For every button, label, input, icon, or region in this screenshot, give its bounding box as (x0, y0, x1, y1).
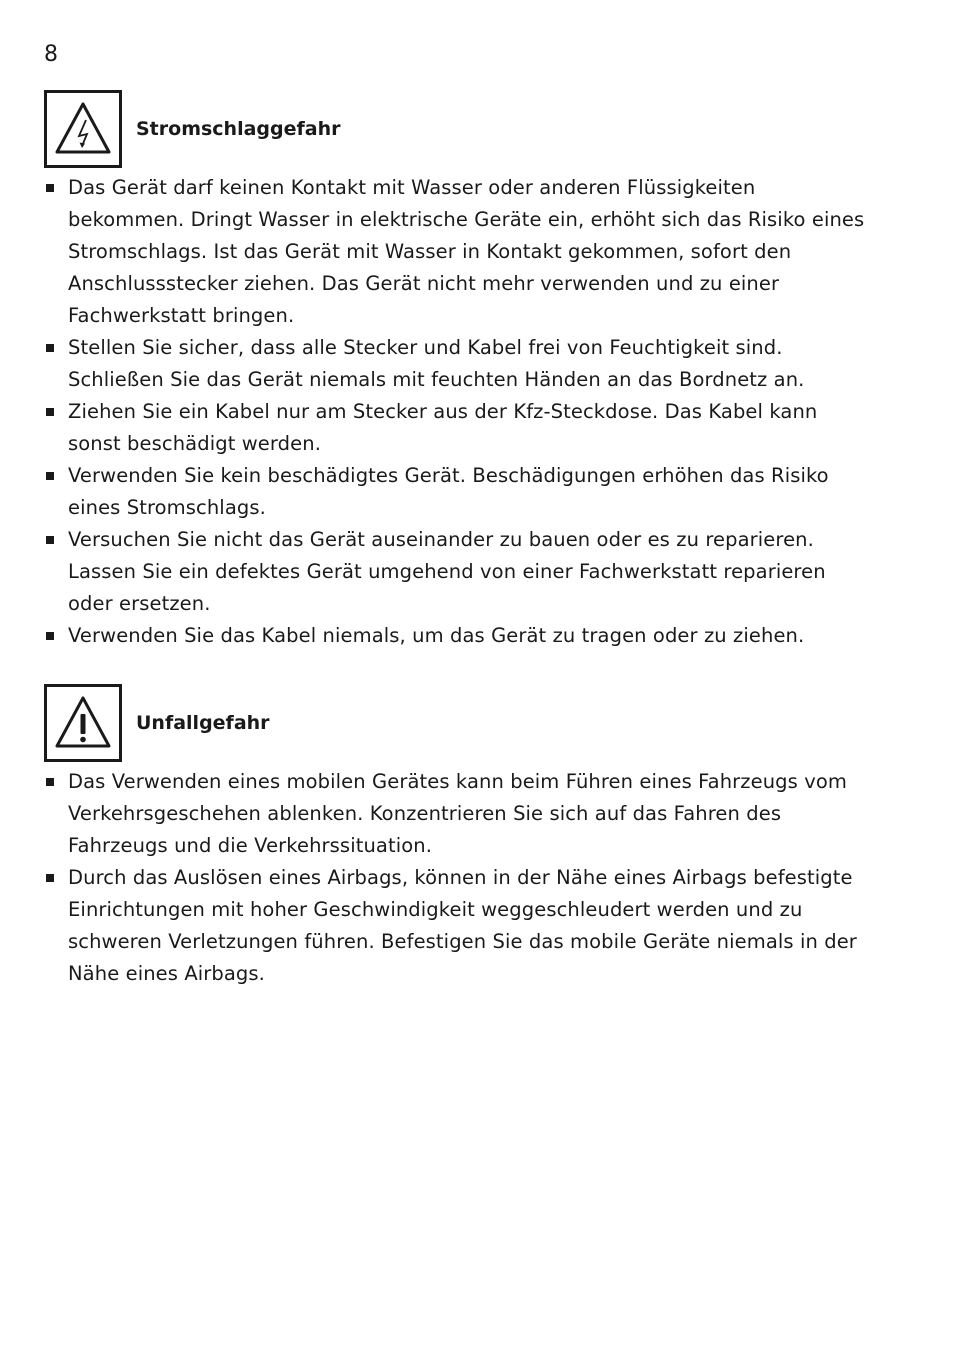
square-bullet-icon (46, 632, 54, 640)
section-accident (44, 684, 874, 990)
section-title: Stromschlaggefahr (136, 118, 341, 140)
warning-list (44, 172, 874, 652)
square-bullet-icon (46, 472, 54, 480)
list-item (44, 862, 874, 990)
list-item-text: Ziehen Sie ein Kabel nur am Stecker aus der Kfz-Steckdose. Das Kabel kann sonst beschädigt werden. (68, 400, 818, 455)
list-item-text: Das Verwenden eines mobilen Gerätes kann beim Führen eines Fahrzeugs vom Verkehrsgeschehen ablenken. Konzentrieren Sie sich auf das Fahren des Fahrzeugs und die Verkehrssituation. (68, 770, 847, 857)
section-electric-shock (44, 90, 874, 652)
section-header (44, 90, 874, 166)
section-title: Unfallgefahr (136, 712, 270, 734)
square-bullet-icon (46, 344, 54, 352)
list-item-text: Verwenden Sie kein beschädigtes Gerät. Beschädigungen erhöhen das Risiko eines Stromschlags. (68, 464, 829, 519)
list-item-text: Stellen Sie sicher, dass alle Stecker und Kabel frei von Feuchtigkeit sind. Schließen Sie das Gerät niemals mit feuchten Händen an das Bordnetz an. (68, 336, 805, 391)
list-item (44, 620, 874, 652)
list-item-text: Versuchen Sie nicht das Gerät auseinander zu bauen oder es zu reparieren. Lassen Sie ein defektes Gerät umgehend von einer Fachwerkstatt reparieren oder ersetzen. (68, 528, 826, 615)
list-item-text: Durch das Auslösen eines Airbags, können in der Nähe eines Airbags befestigte Einrichtungen mit hoher Geschwindigkeit weggeschleudert werden und zu schweren Verletzungen führen. Befestigen Sie das mobile Geräte niemals in der Nähe eines Airbags. (68, 866, 857, 985)
warning-list (44, 766, 874, 990)
square-bullet-icon (46, 408, 54, 416)
square-bullet-icon (46, 874, 54, 882)
list-item-text: Verwenden Sie das Kabel niemals, um das Gerät zu tragen oder zu ziehen. (68, 624, 805, 647)
list-item (44, 172, 874, 332)
section-header (44, 684, 874, 760)
list-item-text: Das Gerät darf keinen Kontakt mit Wasser oder anderen Flüssigkeiten bekommen. Dringt Wasser in elektrische Geräte ein, erhöht sich das Risiko eines Stromschlags. Ist das Gerät mit Wasser in Kontakt gekommen, sofort den Anschlussstecker ziehen. Das Gerät nicht mehr verwenden und zu einer Fachwerkstatt bringen. (68, 176, 865, 327)
list-item (44, 332, 874, 396)
list-item (44, 766, 874, 862)
square-bullet-icon (46, 184, 54, 192)
list-item (44, 396, 874, 460)
square-bullet-icon (46, 536, 54, 544)
list-item (44, 524, 874, 620)
list-item (44, 460, 874, 524)
square-bullet-icon (46, 778, 54, 786)
general-warning-icon (44, 684, 122, 762)
electric-shock-warning-icon (44, 90, 122, 168)
page-number: 8 (44, 42, 58, 67)
